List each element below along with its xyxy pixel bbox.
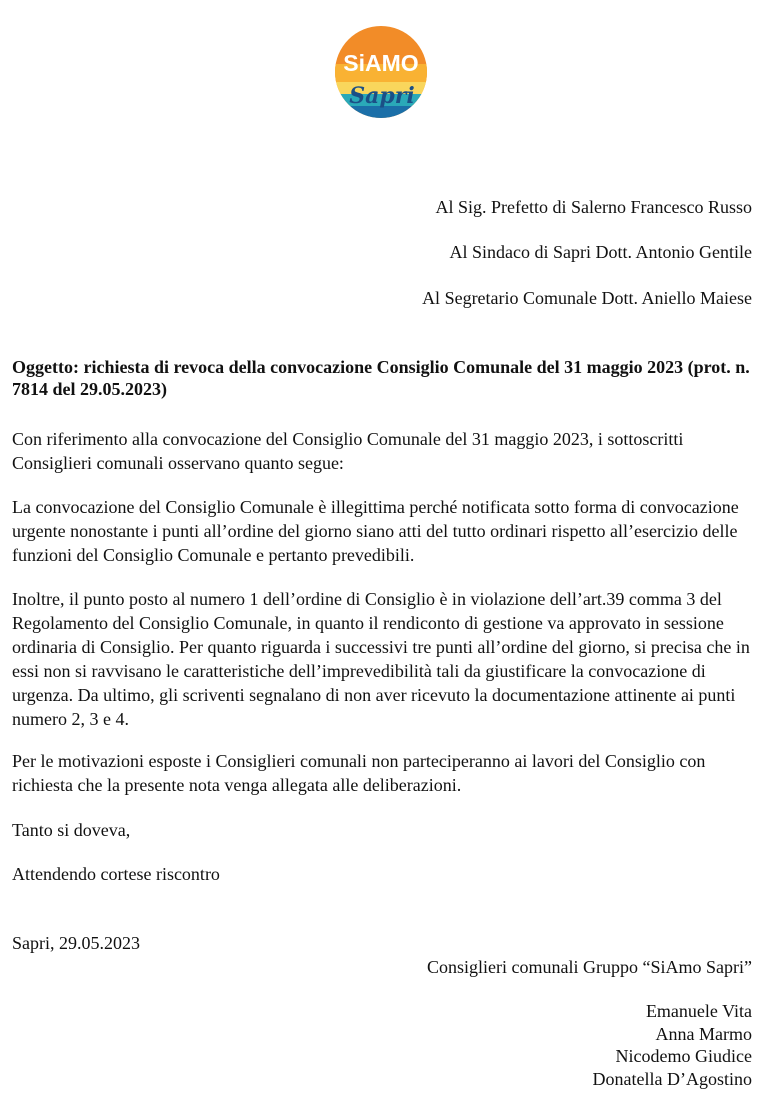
recipient-prefetto: Al Sig. Prefetto di Salerno Francesco Russo bbox=[435, 197, 752, 217]
siamo-sapri-logo bbox=[333, 24, 429, 120]
logo-title: SiAMO bbox=[343, 50, 419, 76]
signatories-list bbox=[593, 1000, 752, 1090]
paragraph-violazione: Inoltre, il punto posto al numero 1 dell’ordine di Consiglio è in violazione dell’art.39 comma 3 del Regolamento del Consiglio Comunale, in quanto il rendiconto di gestione va approvato in sessione ordinaria di Consiglio. Per quanto riguarda i successivi tre punti all’ordine del giorno, si precisa che in essi non si ravvisano le caratteristiche dell’imprevedibilità tali da giustificare la convocazione di urgenza. Da ultimo, gli scriventi segnalano di non aver ricevuto la documentazione attinente ai punti numero 2, 3 e 4. bbox=[12, 589, 750, 729]
logo-badge-icon bbox=[333, 24, 429, 120]
signatory-name: Nicodemo Giudice bbox=[615, 1046, 752, 1066]
place-date: Sapri, 29.05.2023 bbox=[12, 933, 140, 953]
signatory-name: Anna Marmo bbox=[655, 1023, 752, 1044]
recipient-sindaco: Al Sindaco di Sapri Dott. Antonio Gentile bbox=[449, 242, 752, 262]
group-line: Consiglieri comunali Gruppo “SiAmo Sapri” bbox=[427, 957, 752, 977]
signatory-name: Donatella D’Agostino bbox=[592, 1068, 752, 1089]
signatory-name: Emanuele Vita bbox=[645, 1001, 752, 1021]
paragraph-motivazioni: Per le motivazioni esposte i Consiglieri comunali non parteciperanno ai lavori del Consiglio con richiesta che la presente nota venga allegata alle deliberazioni. bbox=[12, 751, 706, 795]
paragraph-intro: Con riferimento alla convocazione del Consiglio Comunale del 31 maggio 2023, i sottoscritti Consiglieri comunali osservano quanto segue: bbox=[12, 429, 684, 473]
letter-subject: Oggetto: richiesta di revoca della convocazione Consiglio Comunale del 31 maggio 2023 (prot. n. 7814 del 29.05.2023) bbox=[12, 357, 750, 399]
logo-subtitle: Sapri bbox=[349, 83, 415, 109]
paragraph-illegittimita: La convocazione del Consiglio Comunale è illegittima perché notificata sotto forma di convocazione urgente nonostante i punti all’ordine del giorno siano atti del tutto ordinari rispetto all’esercizio delle funzioni del Consiglio Comunale e pertanto prevedibili. bbox=[12, 497, 739, 565]
closing-riscontro: Attendendo cortese riscontro bbox=[12, 864, 220, 884]
recipient-segretario: Al Segretario Comunale Dott. Aniello Maiese bbox=[422, 288, 752, 308]
closing-tanto: Tanto si doveva, bbox=[12, 820, 131, 840]
